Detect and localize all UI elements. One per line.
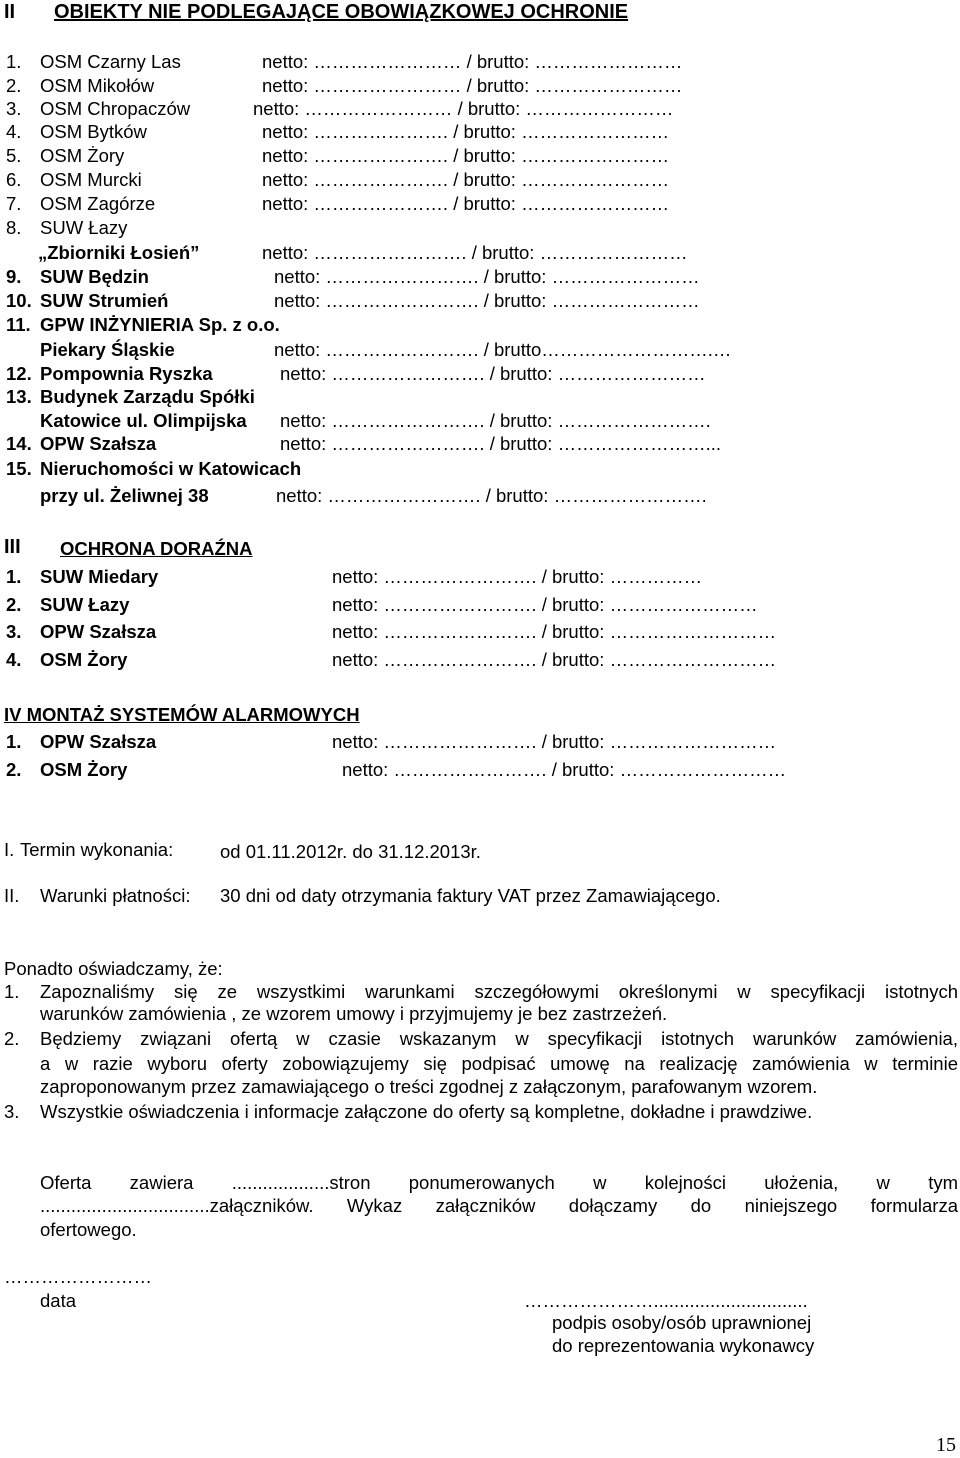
declaration-1-line-2: warunków zamówienia , ze wzorem umowy i przyjmujemy je bez zastrzeżeń. <box>40 1003 668 1024</box>
declaration-3-number: 3. <box>4 1101 20 1122</box>
item-price-fields: netto: ……………………. / brutto……………………….… <box>274 339 732 360</box>
item-price-fields: netto: …………………… / brutto: …………………… <box>253 98 674 119</box>
item-name: Piekary Śląskie <box>40 339 175 360</box>
item-name: OPW Szałsza <box>40 433 157 454</box>
item-name: GPW INŻYNIERIA Sp. z o.o. <box>40 314 280 335</box>
declaration-2-line-2: a w razie wyboru oferty zobowiązujemy się podpisać umowę na realizację zamówienia w terminie <box>40 1053 958 1074</box>
item-price-fields: netto: ……………………. / brutto: …………………… <box>332 594 758 615</box>
declaration-2-line-3: zaproponowanym przez zamawiającego o treści zgodnej z załączonym, parafowanym wzorem. <box>40 1076 818 1097</box>
item-price-fields: netto: ……………………. / brutto: ……………………. <box>280 410 711 431</box>
signature-label-2: do reprezentowania wykonawcy <box>552 1335 815 1356</box>
item-price-fields: netto: ……………………. / brutto: …………………… <box>274 290 700 311</box>
item-name: OSM Żory <box>40 145 125 166</box>
item-name: OPW Szałsza <box>40 731 157 752</box>
item-price-fields: netto: ……………………. / brutto: ……………………... <box>280 433 721 454</box>
item-number: 8. <box>6 217 22 238</box>
date-label: data <box>40 1290 77 1311</box>
item-price-fields: netto: ……………………. / brutto: ……………………… <box>342 759 787 780</box>
item-number: 2. <box>6 759 22 780</box>
item-number: 3. <box>6 98 22 119</box>
item-price-fields: netto: ……………………. / brutto: …………………… <box>280 363 706 384</box>
item-name: OSM Żory <box>40 649 128 670</box>
item-number: 3. <box>6 621 22 642</box>
item-name: „Zbiorniki Łosień” <box>38 242 200 263</box>
item-number: 2. <box>6 75 22 96</box>
item-name: OSM Czarny Las <box>40 51 181 72</box>
item-number: 13. <box>6 386 32 407</box>
item-name: Katowice ul. Olimpijska <box>40 410 247 431</box>
item-name: OSM Żory <box>40 759 128 780</box>
item-number: 4. <box>6 121 22 142</box>
item-number: 5. <box>6 145 22 166</box>
item-name: Budynek Zarządu Spółki <box>40 386 255 407</box>
item-number: 4. <box>6 649 22 670</box>
date-dots: …………………… <box>4 1266 152 1287</box>
item-price-fields: netto: ……………………. / brutto: …………… <box>332 566 703 587</box>
item-number: 11. <box>6 314 31 335</box>
item-price-fields: netto: …………………. / brutto: …………………… <box>262 193 670 214</box>
signature-label-1: podpis osoby/osób uprawnionej <box>552 1312 812 1333</box>
signature-dots: ………………….............................. <box>524 1290 808 1311</box>
item-name: OSM Murcki <box>40 169 142 190</box>
item-price-fields: netto: …………………… / brutto: …………………… <box>262 51 683 72</box>
item-name: SUW Łazy <box>40 217 128 238</box>
section-iii-roman: III <box>4 536 21 558</box>
item-number: 2. <box>6 594 22 615</box>
item-price-fields: netto: …………………. / brutto: …………………… <box>262 121 670 142</box>
item-number: 9. <box>6 266 22 287</box>
section-iv-title: IV MONTAŻ SYSTEMÓW ALARMOWYCH <box>4 704 360 725</box>
item-number: 14. <box>6 433 32 454</box>
item-price-fields: netto: ……………………. / brutto: ……………………… <box>332 621 777 642</box>
item-price-fields: netto: …………………. / brutto: …………………… <box>262 169 670 190</box>
item-name: Nieruchomości w Katowicach <box>40 458 302 479</box>
item-name: OSM Bytków <box>40 121 147 142</box>
item-price-fields: netto: ……………………. / brutto: ……………………… <box>332 731 777 752</box>
item-price-fields: netto: ……………………. / brutto: …………………… <box>274 266 700 287</box>
item-name: SUW Strumień <box>40 290 169 311</box>
item-price-fields: netto: ……………………. / brutto: ……………………. <box>276 485 707 506</box>
item-number: 1. <box>6 51 22 72</box>
section-iii-title: OCHRONA DORAŹNA <box>60 538 253 559</box>
offer-line-2: .................................załączników. Wykaz załączników dołączamy do niniejszego formularza <box>40 1195 958 1216</box>
item-price-fields: netto: …………………. / brutto: …………………… <box>262 145 670 166</box>
declaration-intro: Ponadto oświadczamy, że: <box>4 958 223 979</box>
item-number: 1. <box>6 731 22 752</box>
item-name: OSM Mikołów <box>40 75 155 96</box>
item-name: Pompownia Ryszka <box>40 363 213 384</box>
declaration-2-line-1: Będziemy związani ofertą w czasie wskazanym w specyfikacji istotnych warunków zamówienia, <box>40 1028 958 1049</box>
offer-line-1: Oferta zawiera ...................stron ponumerowanych w kolejności ułożenia, w tym <box>40 1172 958 1193</box>
declaration-1-line-1: Zapoznaliśmy się ze wszystkimi warunkami szczegółowymi określonymi w specyfikacji istotnych <box>40 981 958 1002</box>
term-2-value: 30 dni od daty otrzymania faktury VAT przez Zamawiającego. <box>220 885 721 906</box>
offer-line-3: ofertowego. <box>40 1219 137 1240</box>
item-price-fields: netto: ……………………. / brutto: ……………………… <box>332 649 777 670</box>
item-name: OPW Szałsza <box>40 621 157 642</box>
item-number: 12. <box>6 363 32 384</box>
term-2-label: Warunki płatności: <box>40 885 191 906</box>
section-ii-title: OBIEKTY NIE PODLEGAJĄCE OBOWIĄZKOWEJ OCHRONIE <box>54 1 629 23</box>
item-name: OSM Zagórze <box>40 193 156 214</box>
declaration-1-number: 1. <box>4 981 20 1002</box>
item-name: SUW Będzin <box>40 266 149 287</box>
term-1-number: I. <box>4 839 15 860</box>
declaration-2-number: 2. <box>4 1028 20 1049</box>
item-number: 1. <box>6 566 22 587</box>
item-name: przy ul. Żeliwnej 38 <box>40 485 209 506</box>
item-name: SUW Łazy <box>40 594 130 615</box>
item-number: 6. <box>6 169 22 190</box>
declaration-3-line-1: Wszystkie oświadczenia i informacje załączone do oferty są kompletne, dokładne i prawdziwe. <box>40 1101 813 1122</box>
item-number: 7. <box>6 193 22 214</box>
term-2-number: II. <box>4 885 20 906</box>
term-1-label: Termin wykonania: <box>20 839 174 860</box>
section-ii-roman: II <box>4 1 16 23</box>
item-price-fields: netto: …………………… / brutto: …………………… <box>262 75 683 96</box>
item-number: 15. <box>6 458 32 479</box>
item-price-fields: netto: ……………………. / brutto: …………………… <box>262 242 688 263</box>
item-number: 10. <box>6 290 32 311</box>
item-name: OSM Chropaczów <box>40 98 191 119</box>
item-name: SUW Miedary <box>40 566 159 587</box>
page-number: 15 <box>936 1434 956 1456</box>
term-1-value: od 01.11.2012r. do 31.12.2013r. <box>220 841 481 862</box>
